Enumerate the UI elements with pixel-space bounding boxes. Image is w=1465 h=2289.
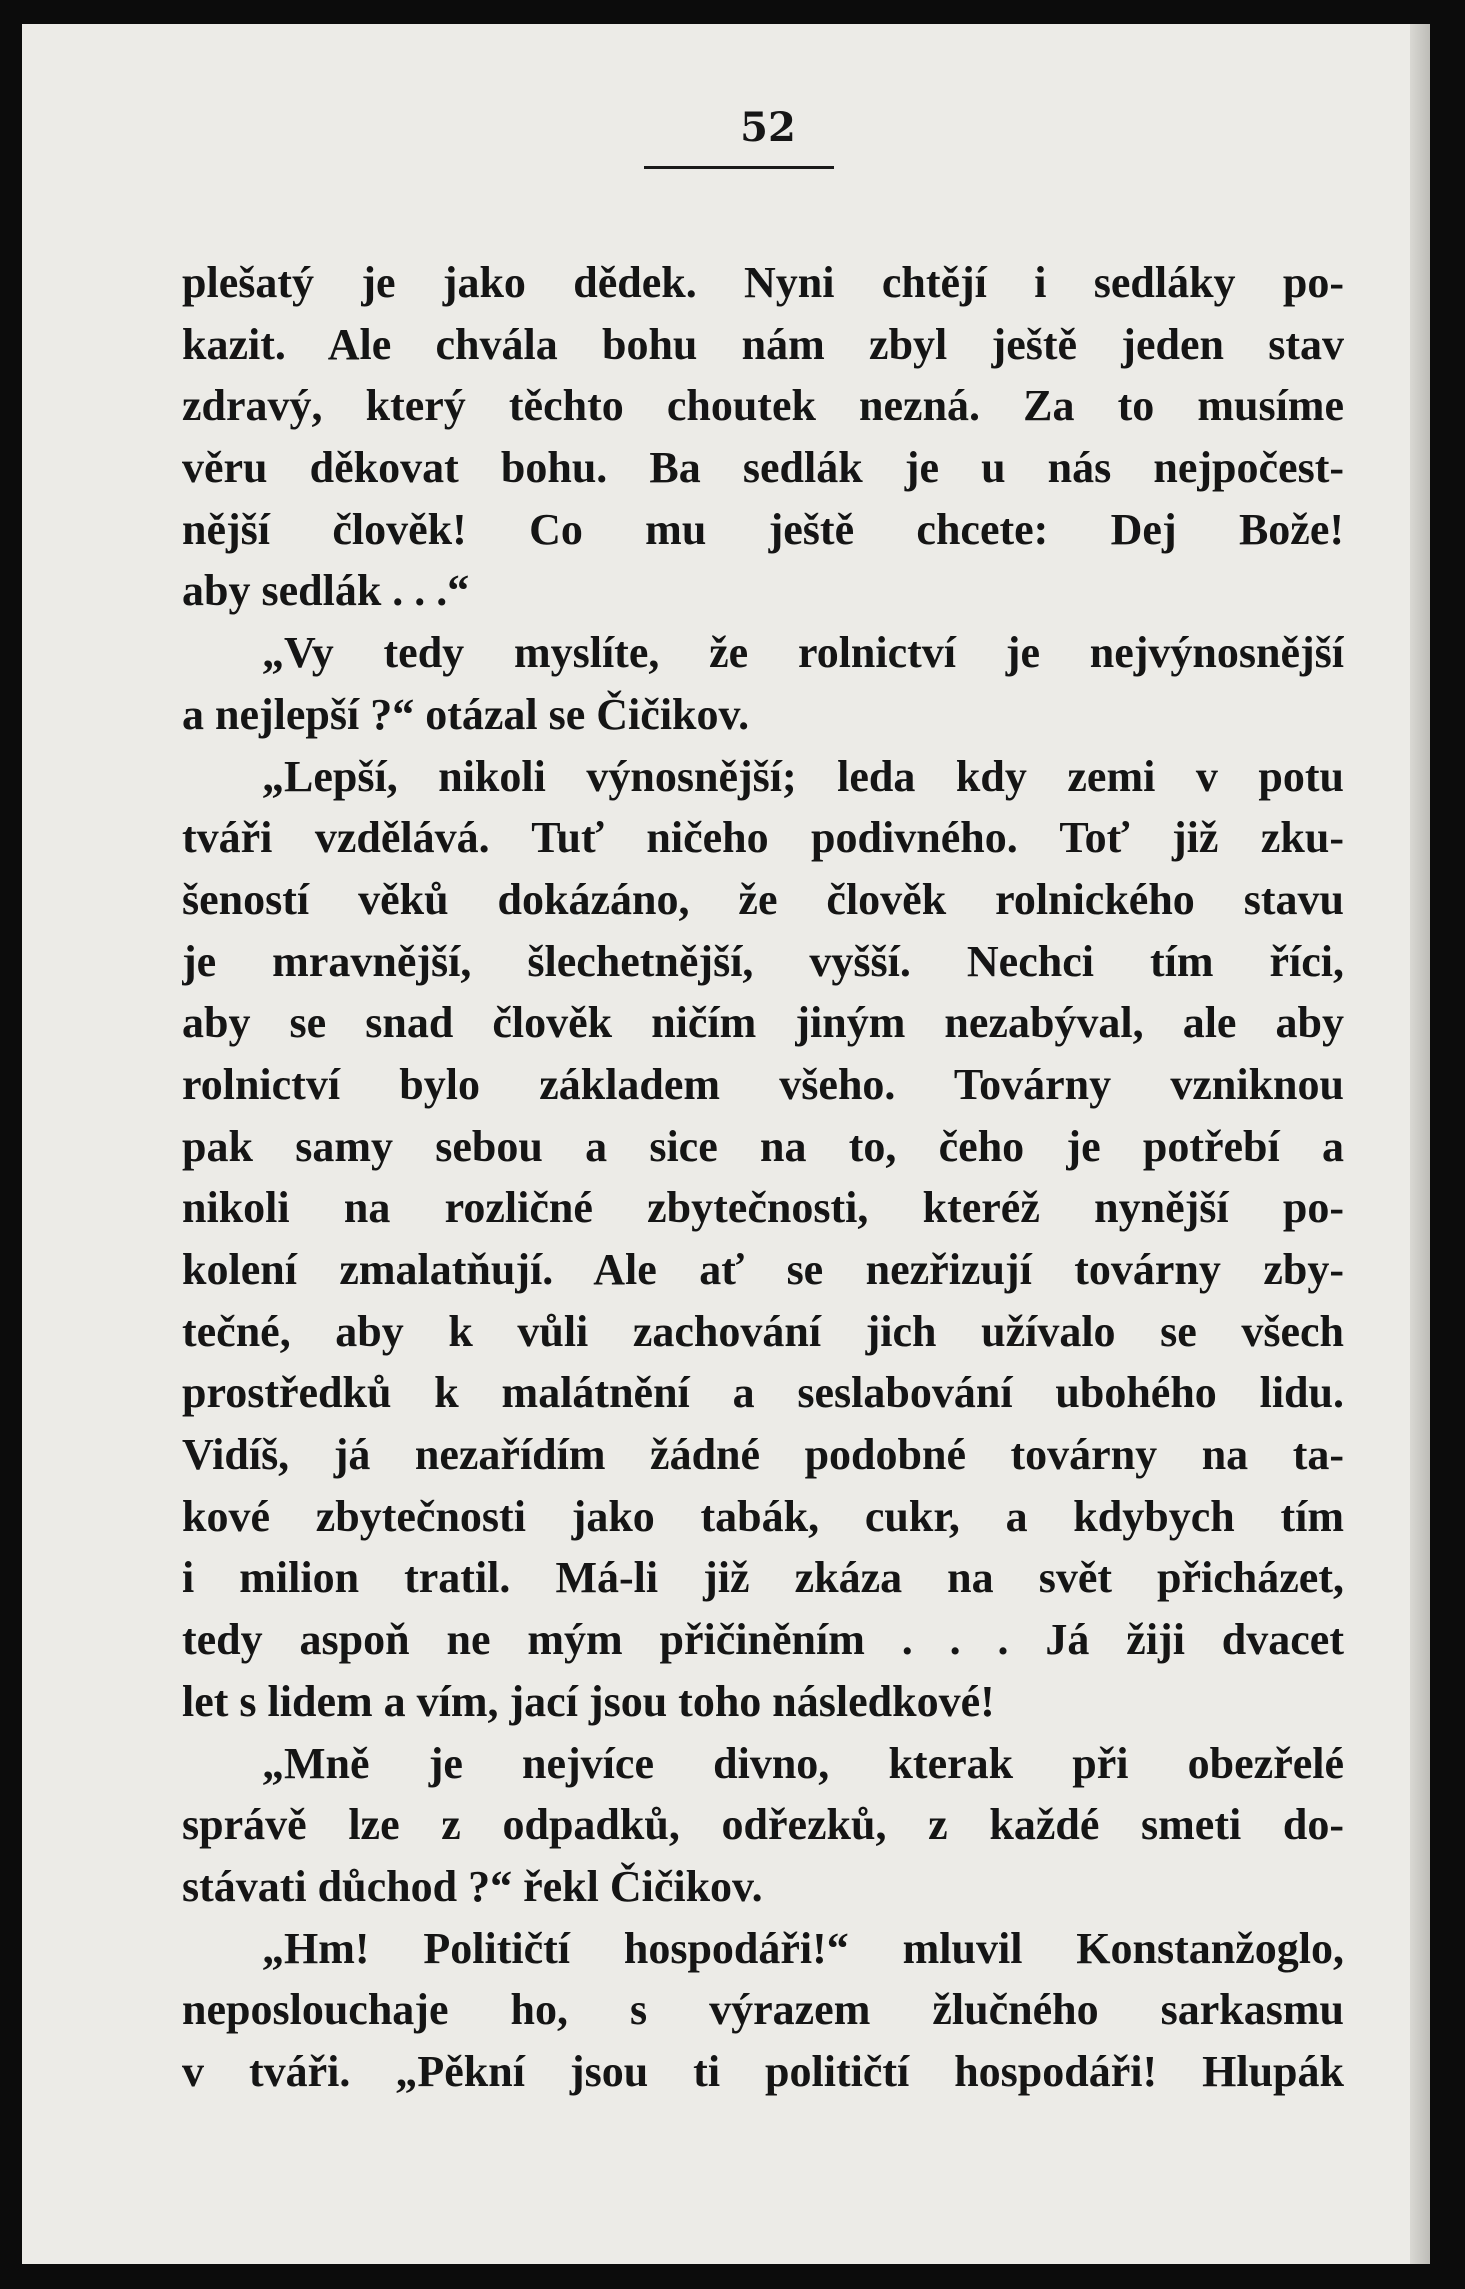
text-line: nější člověk! Co mu ještě chcete: Dej Bože!: [182, 504, 1344, 554]
text-line: „Vy tedy myslíte, že rolnictví je nejvýnosnější: [262, 628, 1344, 678]
text-line: neposlouchaje ho, s výrazem žlučného sarkasmu: [182, 1985, 1344, 2035]
text-line: věru děkovat bohu. Ba sedlák je u nás nejpočest-: [182, 443, 1344, 493]
text-line: plešatý je jako dědek. Nyni chtějí i sedláky po-: [182, 258, 1344, 307]
text-line: v tváři. „Pěkní jsou ti političtí hospodáři! Hlupák: [182, 2046, 1344, 2096]
text-line: „Mně je nejvíce divno, kterak při obezřelé: [262, 1738, 1344, 1788]
text-line: tváři vzdělává. Tuť ničeho podivného. Toť již zku-: [182, 813, 1344, 863]
text-line: nikoli na rozličné zbytečnosti, kteréž nynější po-: [182, 1183, 1344, 1233]
text-line: správě lze z odpadků, odřezků, z každé smeti do-: [182, 1800, 1344, 1850]
book-page: [22, 24, 1430, 2264]
text-line: prostředků k malátnění a seslabování ubohého lidu.: [182, 1368, 1344, 1418]
text-line: pak samy sebou a sice na to, čeho je potřebí a: [182, 1121, 1344, 1171]
text-line: Vidíš, já nezařídím žádné podobné továrny na ta-: [182, 1430, 1344, 1480]
text-line: kolení zmalatňují. Ale ať se nezřizují továrny zby-: [182, 1245, 1344, 1294]
page-edge: [1410, 24, 1430, 2264]
text-line: šeností věků dokázáno, že člověk rolnického stavu: [182, 874, 1344, 924]
text-line: tedy aspoň ne mým přičiněním . . . Já žiji dvacet: [182, 1615, 1344, 1665]
text-line: aby se snad člověk ničím jiným nezabýval, ale aby: [182, 998, 1344, 1048]
text-line: kazit. Ale chvála bohu nám zbyl ještě jeden stav: [182, 319, 1344, 369]
text-line: stávati důchod ?“ řekl Čičikov.: [182, 1861, 763, 1911]
text-line: aby sedlák . . .“: [182, 566, 470, 616]
text-line: zdravý, který těchto choutek nezná. Za to musíme: [182, 381, 1344, 431]
text-line: tečné, aby k vůli zachování jich užívalo se všech: [182, 1306, 1344, 1356]
body-text: [182, 252, 1344, 2103]
header-rule: [644, 166, 834, 169]
text-line: je mravnější, šlechetnější, vyšší. Nechci tím říci,: [182, 936, 1344, 986]
text-line: a nejlepší ?“ otázal se Čičikov.: [182, 689, 750, 739]
text-line: rolnictví bylo základem všeho. Továrny vzniknou: [182, 1059, 1344, 1109]
page-number: 52: [740, 104, 796, 151]
text-line: „Lepší, nikoli výnosnější; leda kdy zemi v potu: [262, 751, 1344, 801]
text-line: „Hm! Političtí hospodáři!“ mluvil Konstanžoglo,: [262, 1923, 1344, 1973]
text-line: let s lidem a vím, jací jsou toho následkové!: [182, 1676, 995, 1726]
text-line: kové zbytečnosti jako tabák, cukr, a kdybych tím: [182, 1491, 1344, 1541]
text-line: i milion tratil. Má-li již zkáza na svět přicházet,: [182, 1553, 1344, 1603]
